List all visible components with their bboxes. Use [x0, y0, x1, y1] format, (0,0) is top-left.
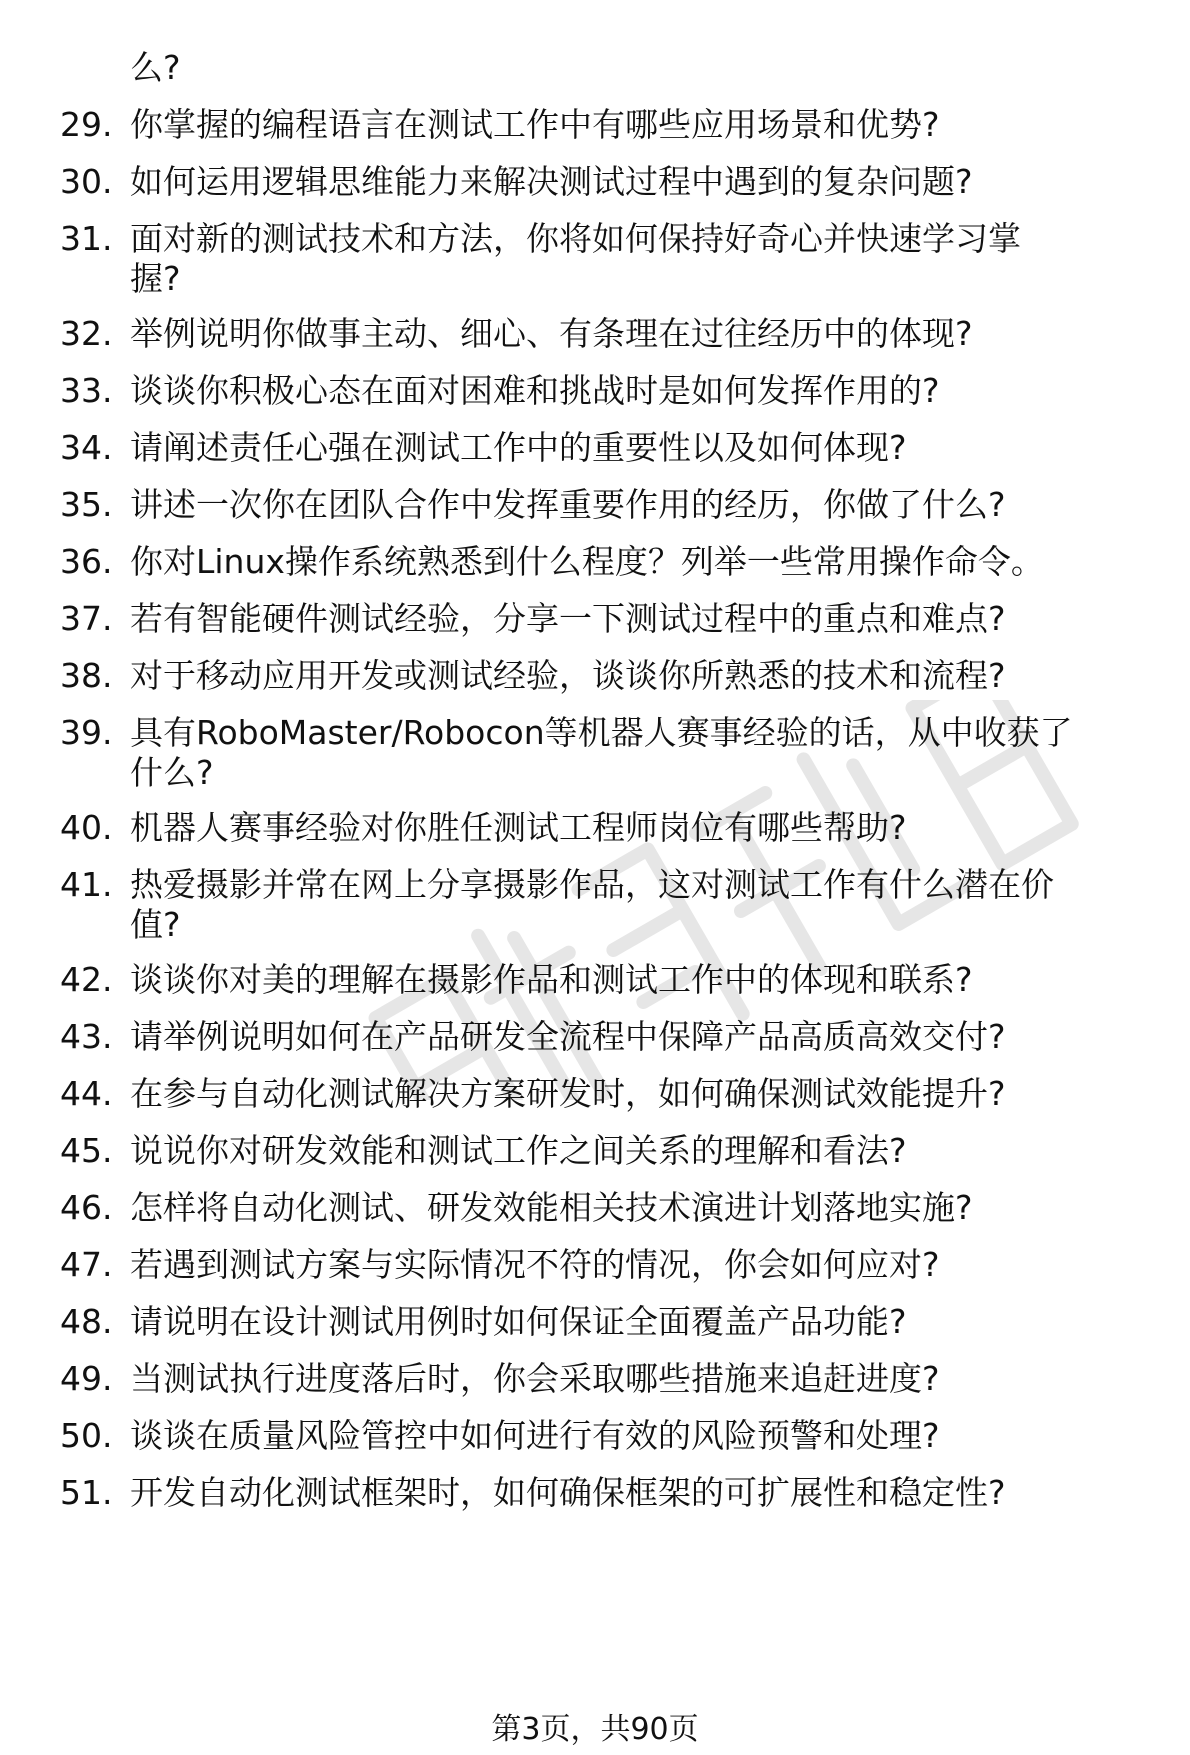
question-text-line: 开发自动化测试框架时，如何确保框架的可扩展性和稳定性? [130, 1473, 1006, 1512]
question-text-line: 具有RoboMaster/Robocon等机器人赛事经验的话，从中收获了 [130, 713, 1073, 752]
question-number: 45. [60, 1131, 113, 1170]
question-text-line: 若遇到测试方案与实际情况不符的情况，你会如何应对? [130, 1245, 940, 1284]
question-number: 50. [60, 1416, 113, 1455]
question-text [130, 485, 1160, 525]
question-text-line: 当测试执行进度落后时，你会采取哪些措施来追赶进度? [130, 1359, 940, 1398]
question-text [130, 960, 1160, 1000]
question-number: 29. [60, 105, 113, 144]
question-text-line: 你对Linux操作系统熟悉到什么程度？列举一些常用操作命令。 [130, 542, 1044, 581]
question-number: 33. [60, 371, 113, 410]
question-number: 43. [60, 1017, 113, 1056]
question-number: 46. [60, 1188, 113, 1227]
question-text-line: 在参与自动化测试解决方案研发时，如何确保测试效能提升? [130, 1074, 1006, 1113]
question-text-line: 值? [130, 905, 181, 944]
question-text-line: 面对新的测试技术和方法，你将如何保持好奇心并快速学习掌 [130, 219, 1021, 258]
question-text-line: 请说明在设计测试用例时如何保证全面覆盖产品功能? [130, 1302, 907, 1341]
question-text-line: 说说你对研发效能和测试工作之间关系的理解和看法? [130, 1131, 907, 1170]
question-text [130, 1074, 1160, 1114]
question-text-line: 谈谈你积极心态在面对困难和挑战时是如何发挥作用的? [130, 371, 940, 410]
question-text [130, 865, 1160, 945]
question-text [130, 656, 1160, 696]
question-text [130, 1188, 1160, 1228]
question-text-line: 谈谈在质量风险管控中如何进行有效的风险预警和处理? [130, 1416, 940, 1455]
question-text-line: 请阐述责任心强在测试工作中的重要性以及如何体现? [130, 428, 907, 467]
question-number: 35. [60, 485, 113, 524]
question-number: 30. [60, 162, 113, 201]
question-text-line: 你掌握的编程语言在测试工作中有哪些应用场景和优势? [130, 105, 940, 144]
question-text-line: 怎样将自动化测试、研发效能相关技术演进计划落地实施? [130, 1188, 973, 1227]
question-text-line: 举例说明你做事主动、细心、有条理在过往经历中的体现? [130, 314, 973, 353]
question-text [130, 1302, 1160, 1342]
question-number: 38. [60, 656, 113, 695]
question-number: 47. [60, 1245, 113, 1284]
question-text [130, 1245, 1160, 1285]
question-text [130, 542, 1160, 582]
question-text [130, 713, 1160, 793]
page-footer: 第3页，共90页 [491, 1712, 699, 1747]
question-text [130, 371, 1160, 411]
question-number: 41. [60, 865, 113, 904]
question-text [130, 219, 1160, 299]
question-text-line: 热爱摄影并常在网上分享摄影作品，这对测试工作有什么潜在价 [130, 865, 1054, 904]
question-text [130, 105, 1160, 145]
question-text-line: 如何运用逻辑思维能力来解决测试过程中遇到的复杂问题? [130, 162, 973, 201]
question-text-line: 什么? [130, 753, 214, 792]
question-number: 37. [60, 599, 113, 638]
question-number: 42. [60, 960, 113, 999]
question-text [130, 1131, 1160, 1171]
question-text [130, 162, 1160, 202]
question-number: 31. [60, 219, 113, 258]
continuation-text: 么? [130, 48, 181, 87]
question-text [130, 1359, 1160, 1399]
question-number: 39. [60, 713, 113, 752]
question-text-line: 请举例说明如何在产品研发全流程中保障产品高质高效交付? [130, 1017, 1006, 1056]
question-number: 48. [60, 1302, 113, 1341]
question-number: 49. [60, 1359, 113, 1398]
question-number: 51. [60, 1473, 113, 1512]
question-text [130, 428, 1160, 468]
question-text-line: 握? [130, 259, 181, 298]
question-text [130, 1473, 1160, 1513]
question-number: 44. [60, 1074, 113, 1113]
question-number: 40. [60, 808, 113, 847]
question-text [130, 1017, 1160, 1057]
question-text-line: 谈谈你对美的理解在摄影作品和测试工作中的体现和联系? [130, 960, 973, 999]
question-number: 32. [60, 314, 113, 353]
question-number: 36. [60, 542, 113, 581]
question-text-line: 机器人赛事经验对你胜任测试工程师岗位有哪些帮助? [130, 808, 907, 847]
question-text-line: 若有智能硬件测试经验，分享一下测试过程中的重点和难点? [130, 599, 1006, 638]
question-text [130, 599, 1160, 639]
question-text-line: 对于移动应用开发或测试经验，谈谈你所熟悉的技术和流程? [130, 656, 1006, 695]
question-text [130, 808, 1160, 848]
question-text-line: 讲述一次你在团队合作中发挥重要作用的经历，你做了什么? [130, 485, 1006, 524]
question-text [130, 1416, 1160, 1456]
question-number: 34. [60, 428, 113, 467]
question-text [130, 314, 1160, 354]
